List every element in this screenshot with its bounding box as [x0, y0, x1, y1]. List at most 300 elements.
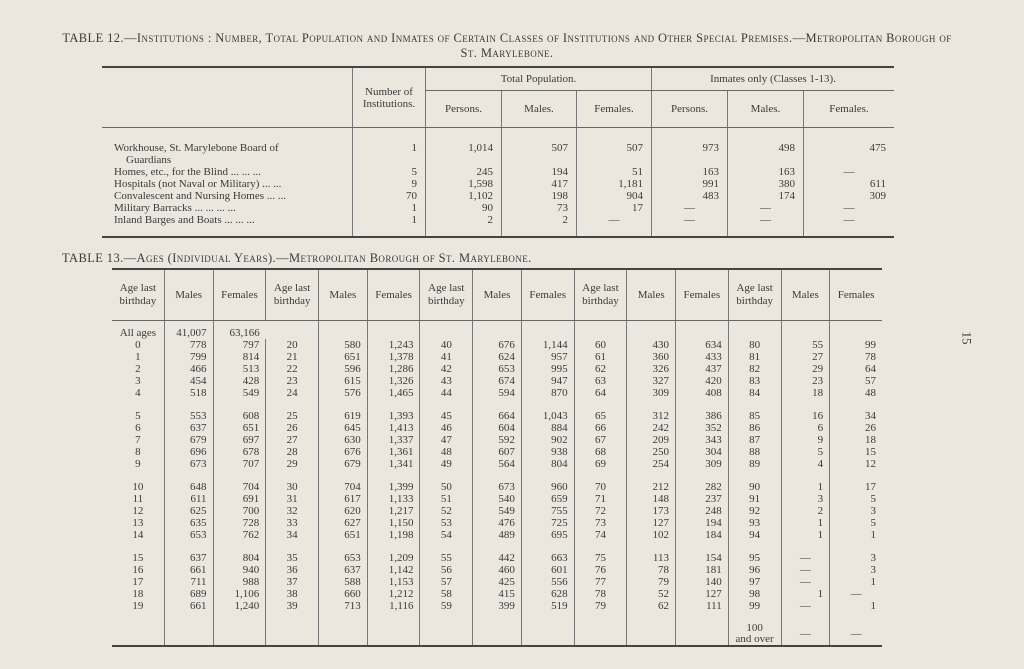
t13-females: 549 [213, 387, 266, 399]
t13-age: 0 [135, 339, 141, 351]
t13-females: 1,326 [367, 375, 420, 387]
t13-gap-cell [112, 612, 164, 623]
t13-males-header: Males [164, 269, 213, 321]
t13-age: 84 [728, 387, 781, 399]
t13-age: 50 [420, 481, 473, 493]
t13-males: 651 [319, 529, 368, 541]
t13-gap-cell [627, 541, 676, 552]
t13-males: 653 [319, 552, 368, 564]
t13-females: 248 [676, 505, 729, 517]
t13-age: 67 [574, 434, 627, 446]
t13-age: 55 [420, 552, 473, 564]
t13-males: 673 [473, 481, 522, 493]
t13-age: 14 [132, 529, 144, 541]
t13-females: 1,144 [521, 339, 574, 351]
t13-age: 44 [420, 387, 473, 399]
t13-all-ages-females: 63,166 [213, 321, 266, 340]
t13-males: 651 [319, 351, 368, 363]
t13-males: 209 [627, 434, 676, 446]
t13-age: 29 [266, 458, 319, 470]
t13-final-row [112, 623, 882, 646]
t12-tp-females-header: Females. [577, 91, 652, 128]
t13-age: 66 [574, 422, 627, 434]
t13-females: 663 [521, 552, 574, 564]
t13-age: 43 [420, 375, 473, 387]
t13-row [112, 375, 882, 387]
t13-males: 242 [627, 422, 676, 434]
t13-males: 674 [473, 375, 522, 387]
t12-cell-ip: 163 [652, 166, 728, 178]
t13-gap-cell [319, 612, 368, 623]
t13-age: 11 [132, 493, 144, 505]
t13-gap-cell [420, 470, 473, 481]
t13-females: 181 [676, 564, 729, 576]
t12-cell-ip: — [652, 202, 728, 214]
t12-row-label-text: Convalescent and Nursing Homes ... ... [114, 190, 286, 202]
t13-gap-cell [473, 612, 522, 623]
t13-gap-cell [420, 541, 473, 552]
t12-row-label-text: Workhouse, St. Marylebone Board of [114, 142, 279, 154]
t13-empty-cell [574, 321, 627, 340]
t13-age: 21 [266, 351, 319, 363]
t13-males: 689 [164, 588, 213, 600]
t13-males: 102 [627, 529, 676, 541]
t13-age: 6 [135, 422, 141, 434]
t13-females-header: Females [521, 269, 574, 321]
t13-row [112, 552, 882, 564]
t13-gap-cell [830, 541, 882, 552]
t13-females: 64 [830, 363, 882, 375]
t13-gap-cell [266, 470, 319, 481]
t13-age: 91 [728, 493, 781, 505]
t13-age: 28 [266, 446, 319, 458]
t13-gap-cell [266, 541, 319, 552]
t13-males: 16 [781, 410, 830, 422]
t13-males: 617 [319, 493, 368, 505]
t13-females: 1,465 [367, 387, 420, 399]
t13-age: 3 [135, 375, 141, 387]
t13-males: 696 [164, 446, 213, 458]
t13-females: 707 [213, 458, 266, 470]
t13-males: 3 [781, 493, 830, 505]
t13-age: 72 [574, 505, 627, 517]
t13-row [112, 410, 882, 422]
t13-gap-cell [213, 399, 266, 410]
t13-row [112, 505, 882, 517]
t13-males: 18 [781, 387, 830, 399]
t12-row-label [102, 214, 353, 237]
t13-females: 26 [830, 422, 882, 434]
t13-males: 6 [781, 422, 830, 434]
t13-males: 425 [473, 576, 522, 588]
t13-females: 1,106 [213, 588, 266, 600]
t13-females: 1,150 [367, 517, 420, 529]
t13-females: 704 [213, 481, 266, 493]
t13-males-header: Males [627, 269, 676, 321]
t13-empty-cell [420, 623, 473, 646]
t13-males: 326 [627, 363, 676, 375]
t13-age: 80 [728, 339, 781, 351]
t13-age: 86 [728, 422, 781, 434]
t13-age: 39 [266, 600, 319, 612]
t13-row [112, 517, 882, 529]
t12-row [102, 178, 894, 190]
t13-females: 1,212 [367, 588, 420, 600]
t13-females: 1,209 [367, 552, 420, 564]
t12-cell-im: 163 [728, 166, 804, 178]
t13-females: 154 [676, 552, 729, 564]
t13-age: 61 [574, 351, 627, 363]
t13-age-header: Age last birthday [112, 269, 164, 321]
t12-cell-im: 174 [728, 190, 804, 202]
t12-total-population-header: Total Population. [426, 67, 652, 91]
t13-age: 10 [132, 481, 144, 493]
t12-row-label [102, 190, 353, 202]
t13-age: 19 [132, 600, 144, 612]
t13-gap-cell [574, 470, 627, 481]
t13-females: 17 [830, 481, 882, 493]
t13-females: 608 [213, 410, 266, 422]
t13-age: 74 [574, 529, 627, 541]
t13-females: 1,198 [367, 529, 420, 541]
t13-males: 635 [164, 517, 213, 529]
t13-age: 83 [728, 375, 781, 387]
t13-females: 1,286 [367, 363, 420, 375]
t12-cell-n: 1 [353, 202, 426, 214]
t13-males: 540 [473, 493, 522, 505]
t13-age: 2 [135, 363, 141, 375]
t13-males: 148 [627, 493, 676, 505]
t13-males: 52 [627, 588, 676, 600]
t13-females: 628 [521, 588, 574, 600]
t12-cell-if: 475 [804, 128, 895, 167]
t12-cell-tp: 245 [426, 166, 502, 178]
t13-males: 518 [164, 387, 213, 399]
t13-females: 938 [521, 446, 574, 458]
t13-row [112, 600, 882, 612]
t13-gap-cell [830, 399, 882, 410]
t13-age: 40 [420, 339, 473, 351]
t13-females: 1,133 [367, 493, 420, 505]
t13-age: 52 [420, 505, 473, 517]
t12-in-males-header: Males. [728, 91, 804, 128]
t13-age: 35 [266, 552, 319, 564]
t13-gap-cell [473, 399, 522, 410]
t13-empty-cell [830, 321, 882, 340]
t13-age: 54 [420, 529, 473, 541]
t13-age: 62 [574, 363, 627, 375]
t13-females: 762 [213, 529, 266, 541]
t12-number-header: Number of Institutions. [353, 67, 426, 128]
t13-males: 1 [781, 588, 830, 600]
t13-males: 78 [627, 564, 676, 576]
t12-cell-if: — [804, 166, 895, 178]
t12-tp-males-header: Males. [502, 91, 577, 128]
t13-females: 556 [521, 576, 574, 588]
t12-cell-tf: 904 [577, 190, 652, 202]
t13-gap-cell [164, 612, 213, 623]
t13-females: 1,378 [367, 351, 420, 363]
t13-males: 625 [164, 505, 213, 517]
t13-gap-cell [112, 541, 164, 552]
t12-cell-tf: — [577, 214, 652, 237]
t13-gap-cell [781, 470, 830, 481]
t13-age: 37 [266, 576, 319, 588]
t13-males-header: Males [319, 269, 368, 321]
t13-age: 79 [574, 600, 627, 612]
t13-males: 476 [473, 517, 522, 529]
t13-empty-cell [728, 321, 781, 340]
t13-age: 71 [574, 493, 627, 505]
t13-males: 4 [781, 458, 830, 470]
t13-females: 57 [830, 375, 882, 387]
table12-caption-title: Institutions : Number, Total Population and Inmates of Certain Classes of Institutions and Other Special Premises.—Metropolitan Borough of St. Marylebone. [136, 31, 952, 60]
page-number: 15 [959, 331, 975, 345]
t13-age: 18 [132, 588, 144, 600]
t13-females: 1,217 [367, 505, 420, 517]
t13-males: 27 [781, 351, 830, 363]
t13-gap-cell [781, 612, 830, 623]
t12-cell-tm: 417 [502, 178, 577, 190]
t13-males: 630 [319, 434, 368, 446]
t13-empty-cell [676, 321, 729, 340]
t13-females: 34 [830, 410, 882, 422]
t13-males: — [781, 552, 830, 564]
t13-males: 430 [627, 339, 676, 351]
t13-females: 352 [676, 422, 729, 434]
table12 [102, 66, 894, 238]
t13-gap-cell [367, 541, 420, 552]
t12-label-header [102, 67, 353, 128]
t13-females: 3 [830, 552, 882, 564]
t13-females: 140 [676, 576, 729, 588]
t13-gap-cell [473, 470, 522, 481]
t13-row [112, 446, 882, 458]
t13-females: 1 [830, 529, 882, 541]
t12-cell-im: 498 [728, 128, 804, 167]
t13-males: 580 [319, 339, 368, 351]
t13-age: 82 [728, 363, 781, 375]
t13-age: 89 [728, 458, 781, 470]
t13-age: 30 [266, 481, 319, 493]
t13-age: 57 [420, 576, 473, 588]
t12-cell-ip: 973 [652, 128, 728, 167]
t13-gap-cell [367, 470, 420, 481]
t13-females: 18 [830, 434, 882, 446]
t13-females: 940 [213, 564, 266, 576]
t13-males: 250 [627, 446, 676, 458]
t13-males-header: Males [473, 269, 522, 321]
t13-gap-cell [574, 612, 627, 623]
t13-age: 93 [728, 517, 781, 529]
t13-females: 1,142 [367, 564, 420, 576]
t13-males: 489 [473, 529, 522, 541]
table13-caption-title: Ages (Individual Years).—Metropolitan Borough of St. Marylebone. [136, 251, 532, 265]
t13-females: 99 [830, 339, 882, 351]
t13-gap-cell [319, 399, 368, 410]
t13-males: 549 [473, 505, 522, 517]
t13-males: — [781, 600, 830, 612]
t13-females: 5 [830, 517, 882, 529]
t13-males: 637 [319, 564, 368, 576]
t12-cell-tp: 90 [426, 202, 502, 214]
t13-age-header: Age last birthday [266, 269, 319, 321]
t13-males: 778 [164, 339, 213, 351]
t13-females: 237 [676, 493, 729, 505]
t13-age: 63 [574, 375, 627, 387]
t13-gap-cell [728, 541, 781, 552]
t13-females: 513 [213, 363, 266, 375]
t12-cell-n: 70 [353, 190, 426, 202]
t12-cell-if: 611 [804, 178, 895, 190]
t13-females: 282 [676, 481, 729, 493]
t13-gap-cell [627, 612, 676, 623]
t13-row [112, 458, 882, 470]
t13-empty-cell [521, 623, 574, 646]
t13-females: 1,240 [213, 600, 266, 612]
t13-age: 38 [266, 588, 319, 600]
t12-row [102, 128, 894, 167]
t13-males: 619 [319, 410, 368, 422]
t13-age: 90 [728, 481, 781, 493]
t13-males: 173 [627, 505, 676, 517]
t13-age: 59 [420, 600, 473, 612]
t13-row [112, 363, 882, 375]
t13-age: 75 [574, 552, 627, 564]
t13-age: 4 [135, 387, 141, 399]
t12-row-label [102, 202, 353, 214]
t12-row [102, 166, 894, 178]
t13-males: 212 [627, 481, 676, 493]
t13-females: 1,341 [367, 458, 420, 470]
table13-caption [62, 251, 952, 266]
t13-gap-cell [164, 541, 213, 552]
t13-gap-cell [521, 612, 574, 623]
t13-males: 5 [781, 446, 830, 458]
t12-tp-persons-header: Persons. [426, 91, 502, 128]
t13-females: 343 [676, 434, 729, 446]
t13-gap-cell [521, 399, 574, 410]
t13-gap-row [112, 541, 882, 552]
t13-all-ages-label: All ages [119, 327, 157, 339]
t12-cell-im: 380 [728, 178, 804, 190]
t13-final-females: — [830, 623, 882, 646]
t13-age: 99 [728, 600, 781, 612]
t13-row [112, 339, 882, 351]
t13-empty-cell [164, 623, 213, 646]
t13-males: 454 [164, 375, 213, 387]
t13-females: 184 [676, 529, 729, 541]
t13-age: 94 [728, 529, 781, 541]
t13-females: 386 [676, 410, 729, 422]
t13-age-header: Age last birthday [728, 269, 781, 321]
t13-age: 51 [420, 493, 473, 505]
t13-males: 127 [627, 517, 676, 529]
t12-cell-tf: 507 [577, 128, 652, 167]
t13-females: 659 [521, 493, 574, 505]
t13-age: 22 [266, 363, 319, 375]
t13-females: 309 [676, 458, 729, 470]
t13-females: 78 [830, 351, 882, 363]
t13-gap-cell [676, 470, 729, 481]
t13-females: 1,413 [367, 422, 420, 434]
t13-males: 679 [319, 458, 368, 470]
t13-males: 399 [473, 600, 522, 612]
t13-males: 55 [781, 339, 830, 351]
t13-females: 1,043 [521, 410, 574, 422]
t13-age: 47 [420, 434, 473, 446]
t13-gap-cell [213, 470, 266, 481]
t12-row [102, 190, 894, 202]
t13-empty-cell [781, 321, 830, 340]
t12-cell-tp: 1,598 [426, 178, 502, 190]
t13-gap-cell [627, 399, 676, 410]
t13-age: 42 [420, 363, 473, 375]
t13-males: — [781, 576, 830, 588]
t13-males: 596 [319, 363, 368, 375]
t13-males: 645 [319, 422, 368, 434]
t13-age: 15 [132, 552, 144, 564]
t13-row [112, 564, 882, 576]
t12-in-females-header: Females. [804, 91, 895, 128]
t13-females: 804 [213, 552, 266, 564]
t13-gap-cell [728, 470, 781, 481]
t13-females: 902 [521, 434, 574, 446]
t12-cell-tf: 51 [577, 166, 652, 178]
t13-females-header: Females [676, 269, 729, 321]
table13 [112, 268, 882, 647]
t13-females: 194 [676, 517, 729, 529]
t13-gap-cell [164, 470, 213, 481]
t13-males: 23 [781, 375, 830, 387]
t13-males: 607 [473, 446, 522, 458]
t13-all-ages-males: 41,007 [164, 321, 213, 340]
t12-cell-if: — [804, 202, 895, 214]
t13-males: 466 [164, 363, 213, 375]
t13-females: 634 [676, 339, 729, 351]
t13-empty-cell [473, 623, 522, 646]
t13-females: 3 [830, 564, 882, 576]
t13-gap-cell [676, 541, 729, 552]
t13-gap-cell [830, 612, 882, 623]
t13-males: 592 [473, 434, 522, 446]
t13-row [112, 434, 882, 446]
t13-females-header: Females [213, 269, 266, 321]
t13-gap-cell [676, 399, 729, 410]
t13-males: 553 [164, 410, 213, 422]
t12-cell-tp: 2 [426, 214, 502, 237]
t13-males: 1 [781, 481, 830, 493]
t13-empty-cell [266, 623, 319, 646]
t13-empty-cell [319, 321, 368, 340]
t13-age: 31 [266, 493, 319, 505]
t13-females: 519 [521, 600, 574, 612]
t13-females: 691 [213, 493, 266, 505]
t13-gap-cell [473, 541, 522, 552]
t12-in-persons-header: Persons. [652, 91, 728, 128]
t13-age: 49 [420, 458, 473, 470]
t13-males: 615 [319, 375, 368, 387]
t13-females: 960 [521, 481, 574, 493]
t13-females: 870 [521, 387, 574, 399]
t13-age: 70 [574, 481, 627, 493]
t13-age: 32 [266, 505, 319, 517]
t13-males: 1 [781, 517, 830, 529]
t12-cell-tm: 194 [502, 166, 577, 178]
t13-females: 804 [521, 458, 574, 470]
t12-cell-tp: 1,014 [426, 128, 502, 167]
t13-females: 428 [213, 375, 266, 387]
